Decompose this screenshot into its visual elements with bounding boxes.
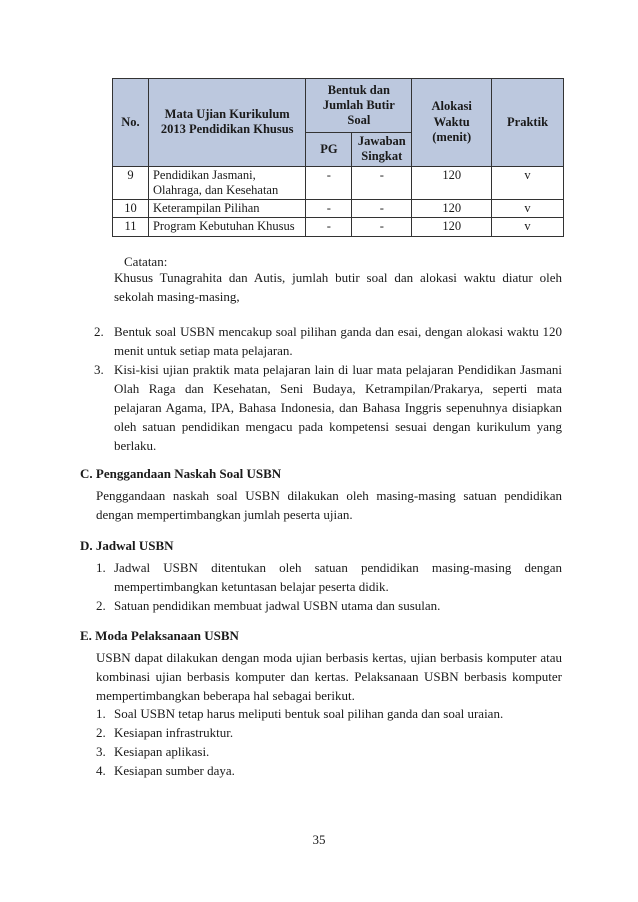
list-item-number: 2. [94, 324, 104, 339]
cell-short: - [352, 218, 412, 236]
cell-practice: v [492, 218, 564, 236]
table-row [113, 166, 564, 200]
cell-time: 120 [412, 218, 492, 236]
list-item-text: Kesiapan sumber daya. [114, 763, 235, 778]
section-e-heading: E. Moda Pelaksanaan USBN [80, 628, 239, 643]
header-subject: Mata Ujian Kurikulum 2013 Pendidikan Khusus [148, 79, 306, 167]
list-item-number: 1. [96, 560, 106, 575]
list-item-number: 1. [96, 706, 106, 721]
header-no: No. [113, 79, 149, 167]
cell-pg: - [306, 200, 352, 218]
header-form: Bentuk dan Jumlah Butir Soal [306, 79, 412, 133]
cell-time: 120 [412, 166, 492, 200]
list-item-text: Kisi-kisi ujian praktik mata pelajaran lain di luar mata pelajaran Pendidikan Jasmani Olah Raga dan Kesehatan, Seni Budaya, Ketrampilan/Prakarya, seperti mata pelajaran Agama, IPA, Bahasa Indonesia, dan Bahasa Inggris sepenuhnya disiapkan oleh satuan pendidikan mengacu pada kompetensi sesuai dengan kurikulum yang berlaku. [114, 362, 562, 453]
exam-table [112, 78, 564, 237]
cell-no: 10 [113, 200, 149, 218]
section-d-heading: D. Jadwal USBN [80, 538, 174, 553]
page-number: 35 [312, 832, 326, 847]
list-item-number: 2. [96, 598, 106, 613]
header-time: Alokasi Waktu (menit) [412, 79, 492, 167]
list-item-text: Jadwal USBN ditentukan oleh satuan pendidikan masing-masing dengan mempertimbangkan ketuntasan belajar peserta didik. [114, 560, 562, 594]
list-item-text: Kesiapan aplikasi. [114, 744, 210, 759]
cell-pg: - [306, 166, 352, 200]
cell-subject: Pendidikan Jasmani, Olahraga, dan Kesehatan [148, 166, 306, 200]
cell-short: - [352, 166, 412, 200]
cell-no: 11 [113, 218, 149, 236]
cell-short: - [352, 200, 412, 218]
cell-practice: v [492, 166, 564, 200]
list-item-text: Kesiapan infrastruktur. [114, 725, 234, 740]
cell-pg: - [306, 218, 352, 236]
list-item-text: Satuan pendidikan membuat jadwal USBN utama dan susulan. [114, 598, 441, 613]
list-item-text: Soal USBN tetap harus meliputi bentuk soal pilihan ganda dan soal uraian. [114, 706, 504, 721]
cell-practice: v [492, 200, 564, 218]
cell-no: 9 [113, 166, 149, 200]
section-c-text: Penggandaan naskah soal USBN dilakukan oleh masing-masing satuan pendidikan dengan mempertimbangkan jumlah peserta ujian. [96, 488, 562, 522]
list-item-number: 3. [94, 362, 104, 377]
header-short: Jawaban Singkat [352, 133, 412, 167]
table-row [113, 200, 564, 218]
cell-subject: Keterampilan Pilihan [148, 200, 306, 218]
header-pg: PG [306, 133, 352, 167]
note-text: Khusus Tunagrahita dan Autis, jumlah butir soal dan alokasi waktu diatur oleh sekolah masing-masing, [114, 270, 562, 304]
section-c-heading: C. Penggandaan Naskah Soal USBN [80, 466, 282, 481]
section-e-text: USBN dapat dilakukan dengan moda ujian berbasis kertas, ujian berbasis komputer atau kombinasi ujian berbasis komputer dan kertas. Pelaksanaan USBN berbasis komputer mempertimbangkan beberapa hal sebagai berikut. [96, 650, 562, 703]
list-item-text: Bentuk soal USBN mencakup soal pilihan ganda dan esai, dengan alokasi waktu 120 menit untuk setiap mata pelajaran. [114, 324, 562, 358]
cell-time: 120 [412, 200, 492, 218]
list-item-number: 2. [96, 725, 106, 740]
note-label: Catatan: [124, 254, 168, 269]
header-practice: Praktik [492, 79, 564, 167]
list-item-number: 3. [96, 744, 106, 759]
table-row [113, 218, 564, 236]
list-item-number: 4. [96, 763, 106, 778]
cell-subject: Program Kebutuhan Khusus [148, 218, 306, 236]
